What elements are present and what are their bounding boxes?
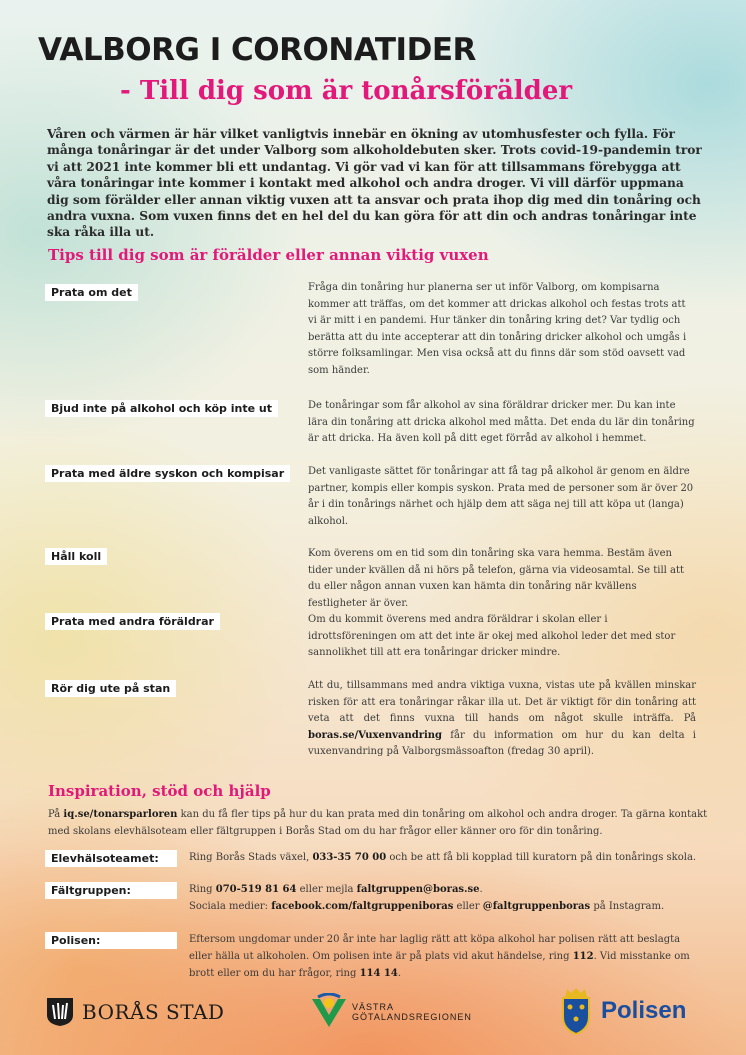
page-subtitle: - Till dig som är tonårsförälder <box>120 76 573 106</box>
page-title: VALBORG I CORONATIDER <box>38 32 476 68</box>
vgr-emblem-icon <box>310 993 348 1031</box>
vgr-line2: GÖTALANDSREGIONEN <box>352 1012 472 1022</box>
tips-heading: Tips till dig som är förälder eller annan viktig vuxen <box>48 246 489 264</box>
falt-d: Sociala medier: <box>189 901 272 912</box>
vuxenvandring-link[interactable]: boras.se/Vuxenvandring <box>308 729 443 741</box>
boras-vaxel-phone[interactable]: 033-35 70 00 <box>312 852 387 863</box>
tip-label-hall-koll: Håll koll <box>45 548 107 565</box>
faltgruppen-phone[interactable]: 070-519 81 64 <box>215 884 297 895</box>
falt-a: Ring <box>189 884 216 895</box>
tip-text-bjud-inte: De tonåringar som får alkohol av sina föräldrar dricker mer. Du kan inte lära din tonåring att dricka alkohol med måtta. Det enda du lär din tonåring är att dricka. Ha även koll på ditt eget förråd av alkohol i hemmet. <box>308 400 695 445</box>
contact-label-faltgruppen: Fältgruppen: <box>45 882 177 899</box>
tip-label-bjud-inte: Bjud inte på alkohol och köp inte ut <box>45 400 278 417</box>
falt-b: eller mejla <box>296 884 357 895</box>
polisen-logo <box>557 987 686 1035</box>
polis-c: . <box>397 968 402 979</box>
inspiration-intro <box>48 806 708 840</box>
faltgruppen-email[interactable]: faltgruppen@boras.se <box>356 884 480 895</box>
tonarsparloren-link[interactable]: iq.se/tonarsparloren <box>63 809 178 820</box>
polis-a: Eftersom ungdomar under 20 år inte har laglig rätt att köpa alkohol har polisen rätt att beslagta eller hälla ut alkoholen. Om polisen inte är på plats vid akut händelse, ring <box>189 934 681 962</box>
faltgruppen-instagram[interactable]: @faltgruppenboras <box>482 901 591 912</box>
falt-c: . <box>479 884 483 895</box>
vgr-line1: VÄSTRA <box>352 1002 395 1012</box>
elev-b: och be att få bli kopplad till kuratorn på din tonårings skola. <box>386 852 697 863</box>
contact-text-polisen <box>189 931 697 982</box>
tip-text-hall-koll: Kom överens om en tid som din tonåring ska vara hemma. Bestäm även tider under kvällen då ni hörs på telefon, gärna via videosamtal. Se till att du eller någon annan vuxen kan hämta din tonåring när kvällens festligheter är över. <box>308 548 685 609</box>
vgr-logo <box>310 993 472 1031</box>
tip-label-prata-om-det: Prata om det <box>45 284 138 301</box>
tip-text-andra-foraldrar: Om du kommit överens med andra föräldrar i skolan eller i idrottsföreningen om att det inte är okej med alkohol leder det med stor sannolikhet till att era tonåringar dricker mindre. <box>308 614 676 659</box>
tip-text-prata-om-det: Fråga din tonåring hur planerna ser ut inför Valborg, om kompisarna kommer att träffas, om det kommer att drickas alkohol och festas trots att vi är mitt i en pandemi. Hur tänker din tonåring kring det? Var tydlig och berätta att du inte accepterar att din tonåring dricker alkohol och umgås i större folksamlingar. Men visa också att du finns där som stöd oavsett vad som händer. <box>308 282 687 376</box>
elev-a: Ring Borås Stads växel, <box>189 852 313 863</box>
tip-text-b: får du information om hur du kan delta i vuxenvandring på Valborgsmässoafton (fredag 30 april). <box>308 729 696 758</box>
tip-text-a: Att du, tillsammans med andra viktiga vuxna, vistas ute på kvällen minskar risken för att era tonåringar råkar illa ut. Det är viktigt för din tonåring att veta att det finns vuxna till hands om något skulle inträffa. På <box>308 680 696 725</box>
vgr-text <box>352 1002 472 1022</box>
police-number[interactable]: 114 14 <box>359 968 398 979</box>
boras-crest-icon <box>46 997 74 1027</box>
emergency-number[interactable]: 112 <box>572 951 594 962</box>
insp-text-b: kan du få fler tips på hur du kan prata med din tonåring om alkohol och andra droger. Ta gärna kontakt med skolans elevhälsoteam eller fältgruppen i Borås Stad om du har frågor eller känner oro för din tonåring. <box>48 809 708 837</box>
insp-text-a: På <box>48 809 64 820</box>
falt-e: eller <box>453 901 483 912</box>
contact-text-elevhalsoteamet <box>189 849 697 866</box>
tip-label-ute-pa-stan: Rör dig ute på stan <box>45 680 176 697</box>
intro-paragraph: Våren och värmen är här vilket vanligtvis innebär en ökning av utomhusfester och fylla. För många tonåringar är det under Valborg som alkoholdebuten sker. Trots covid-19-pandemin tror vi att 2021 inte kommer bli ett undantag. Vi gör vad vi kan för att tillsammans förebygga att våra tonåringar inte kommer i kontakt med alkohol och andra droger. Vi vill därför uppmana dig som förälder eller annan viktig vuxen att ta ansvar och prata ihop dig med din tonåring och andra vuxna. Som vuxen finns det en hel del du kan göra för att din och andras tonåringar inte ska råka illa ut. <box>47 127 702 240</box>
contact-label-elevhalsoteamet: Elevhälsoteamet: <box>45 850 177 867</box>
polisen-text: Polisen <box>601 997 687 1024</box>
tip-label-syskon: Prata med äldre syskon och kompisar <box>45 465 290 482</box>
polis-b: . Vid misstanke om brott eller om du har frågor, ring <box>189 951 690 979</box>
boras-stad-logo <box>46 997 224 1027</box>
faltgruppen-facebook[interactable]: facebook.com/faltgruppeniboras <box>271 901 454 912</box>
contact-label-polisen: Polisen: <box>45 932 177 949</box>
footer-logos <box>0 985 746 1045</box>
falt-f: på Instagram. <box>590 901 665 912</box>
tip-text-ute-pa-stan <box>308 678 696 761</box>
tip-label-andra-foraldrar: Prata med andra föräldrar <box>45 613 220 630</box>
boras-stad-text: BORÅS STAD <box>82 1000 225 1024</box>
tip-text-syskon: Det vanligaste sättet för tonåringar att få tag på alkohol är genom en äldre partner, kompis eller kompis syskon. Prata med de personer som är över 20 år i din tonårings närhet och hjälp dem att säga nej till att köpa ut (langa) alkohol. <box>308 466 694 527</box>
contact-text-faltgruppen <box>189 881 697 915</box>
police-badge-icon <box>557 987 595 1035</box>
inspiration-heading: Inspiration, stöd och hjälp <box>48 782 271 800</box>
